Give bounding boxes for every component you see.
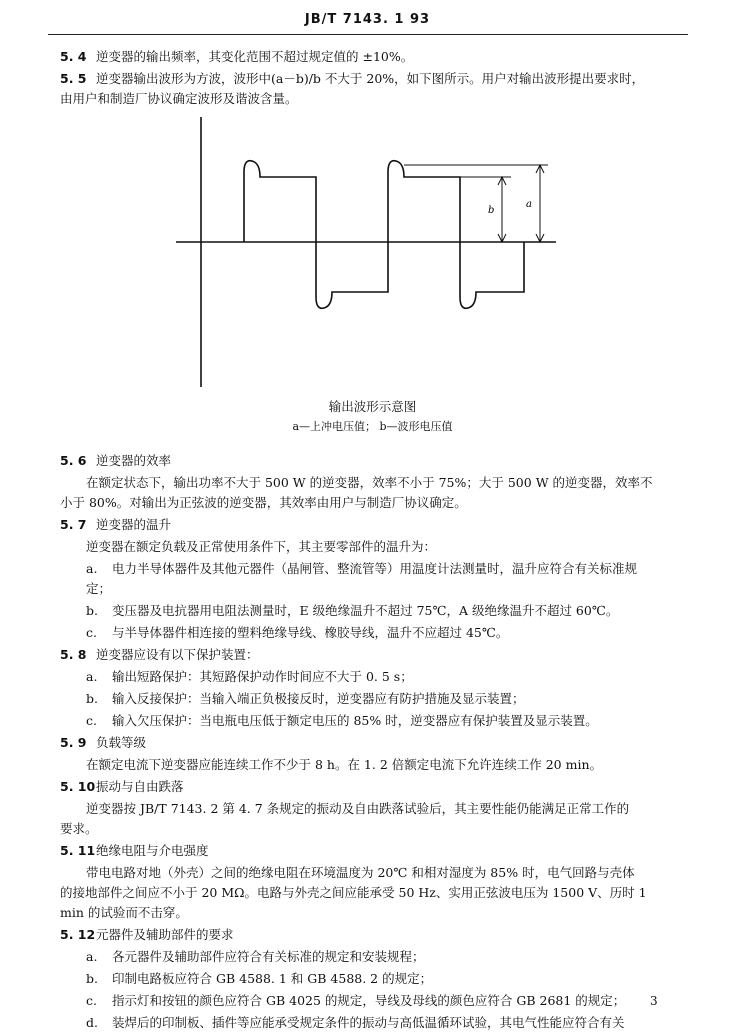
clause-text: 在额定状态下，输出功率不大于 500 W 的逆变器，效率不小于 75%；大于 500 W 的逆变器，效率不 [86,475,653,490]
figure-legend: a—上冲电压值； b—波形电压值 [292,420,453,433]
list-item [60,969,685,989]
clause-5-12-heading [60,925,685,945]
clause-5-9-heading [60,733,685,753]
clause-5-6-body [60,473,685,513]
list-text: 输入反接保护：当输入端正负极接反时，逆变器应有防护措施及显示装置； [112,691,525,706]
list-text: 与半导体器件相连接的塑料绝缘导线、橡胶导线，温升不应超过 45℃。 [112,625,509,640]
document-body [60,47,685,1035]
clause-text: 小于 80%。对输出为正弦波的逆变器，其效率由用户与制造厂协议确定。 [60,495,467,510]
clause-number: 5. 4 [60,49,87,64]
clause-title: 负载等级 [96,735,147,750]
clause-number: 5. 12 [60,927,96,942]
list-marker: a. [86,949,98,964]
clause-number: 5. 11 [60,843,96,858]
clause-text: 的接地部件之间应不小于 20 MΩ。电路与外壳之间应能承受 50 Hz、实用正弦波电压为 1500 V、历时 1 [60,885,647,900]
clause-number: 5. 9 [60,735,87,750]
waveform-figure [60,111,685,451]
list-item [60,689,685,709]
clause-5-8-heading [60,645,685,665]
clause-5-11-heading [60,841,685,861]
list-item [60,559,685,599]
list-text: 各元器件及辅助部件应符合有关标准的规定和安装规程； [112,949,425,964]
header-rule [48,34,688,35]
clause-number: 5. 5 [60,71,87,86]
clause-5-5 [60,69,685,109]
list-item [60,711,685,731]
list-marker: a. [86,669,98,684]
clause-text: 由用户和制造厂协议确定波形及谐波含量。 [60,91,298,106]
list-text: 输出短路保护：其短路保护动作时间应不大于 0. 5 s； [112,669,413,684]
list-item [60,667,685,687]
waveform-trace [244,161,524,309]
list-marker: b. [86,603,98,618]
list-text: 装焊后的印制板、插件等应能承受规定条件的振动与高低温循环试验，其电气性能应符合有关 [112,1015,625,1030]
clause-5-6-heading [60,451,685,471]
clause-text: min 的试验而不击穿。 [60,905,188,920]
list-marker: d. [86,1015,98,1030]
clause-5-7-intro: 逆变器在额定负载及正常使用条件下，其主要零部件的温升为： [86,539,437,554]
clause-number: 5. 7 [60,517,87,532]
list-item [60,991,685,1011]
clause-title: 逆变器的效率 [96,453,172,468]
list-marker: c. [86,993,97,1008]
clause-text: 逆变器输出波形为方波，波形中(a－b)/b 不大于 20%，如下图所示。用户对输出波形提出要求时， [96,71,645,86]
list-item [60,601,685,621]
list-marker: c. [86,713,97,728]
clause-title: 振动与自由跌落 [96,779,184,794]
page-header: JB/T 7143. 1 93 [304,12,431,27]
list-text: 变压器及电抗器用电阻法测量时，E 级绝缘温升不超过 75℃，A 级绝缘温升不超过 60℃。 [112,603,619,618]
clause-text: 要求。 [60,821,98,836]
clause-title: 逆变器应设有以下保护装置： [96,647,259,662]
list-text: 定； [86,581,112,596]
list-text: 指示灯和按钮的颜色应符合 GB 4025 的规定，导线及母线的颜色应符合 GB 2681 的规定； [112,993,626,1008]
clause-number: 5. 10 [60,779,96,794]
label-a: a [526,199,532,210]
list-marker: c. [86,625,97,640]
clause-text: 逆变器的输出频率，其变化范围不超过规定值的 ±10%。 [96,49,414,64]
list-item [60,623,685,643]
clause-text: 带电电路对地（外壳）之间的绝缘电阻在环境温度为 20℃ 和相对湿度为 85% 时，电气回路与壳体 [86,865,635,880]
clause-5-9-body: 在额定电流下逆变器应能连续工作不少于 8 h。在 1. 2 倍额定电流下允许连续工作 20 min。 [86,757,603,772]
list-marker: b. [86,691,98,706]
clause-5-4 [60,47,685,67]
figure-caption: 输出波形示意图 [328,399,417,414]
clause-text: 逆变器按 JB/T 7143. 2 第 4. 7 条规定的振动及自由跌落试验后，其主要性能仍能满足正常工作的 [86,801,630,816]
clause-title: 逆变器的温升 [96,517,172,532]
clause-number: 5. 8 [60,647,87,662]
list-item [60,1013,685,1033]
clause-5-10-body [60,799,685,839]
clause-5-11-body [60,863,685,923]
list-text: 电力半导体器件及其他元器件（晶闸管、整流管等）用温度计法测量时，温升应符合有关标准规 [112,561,638,576]
clause-title: 元器件及辅助部件的要求 [96,927,234,942]
list-marker: a. [86,561,98,576]
list-marker: b. [86,971,98,986]
clause-5-7-heading [60,515,685,535]
list-text: 输入欠压保护：当电瓶电压低于额定电压的 85% 时，逆变器应有保护装置及显示装置。 [112,713,598,728]
list-text: 印制电路板应符合 GB 4588. 1 和 GB 4588. 2 的规定； [112,971,433,986]
clause-5-10-heading [60,777,685,797]
list-item [60,947,685,967]
clause-title: 绝缘电阻与介电强度 [96,843,209,858]
clause-number: 5. 6 [60,453,87,468]
label-b: b [488,205,495,216]
waveform-diagram [176,117,556,392]
page-number: 3 [650,994,658,1008]
